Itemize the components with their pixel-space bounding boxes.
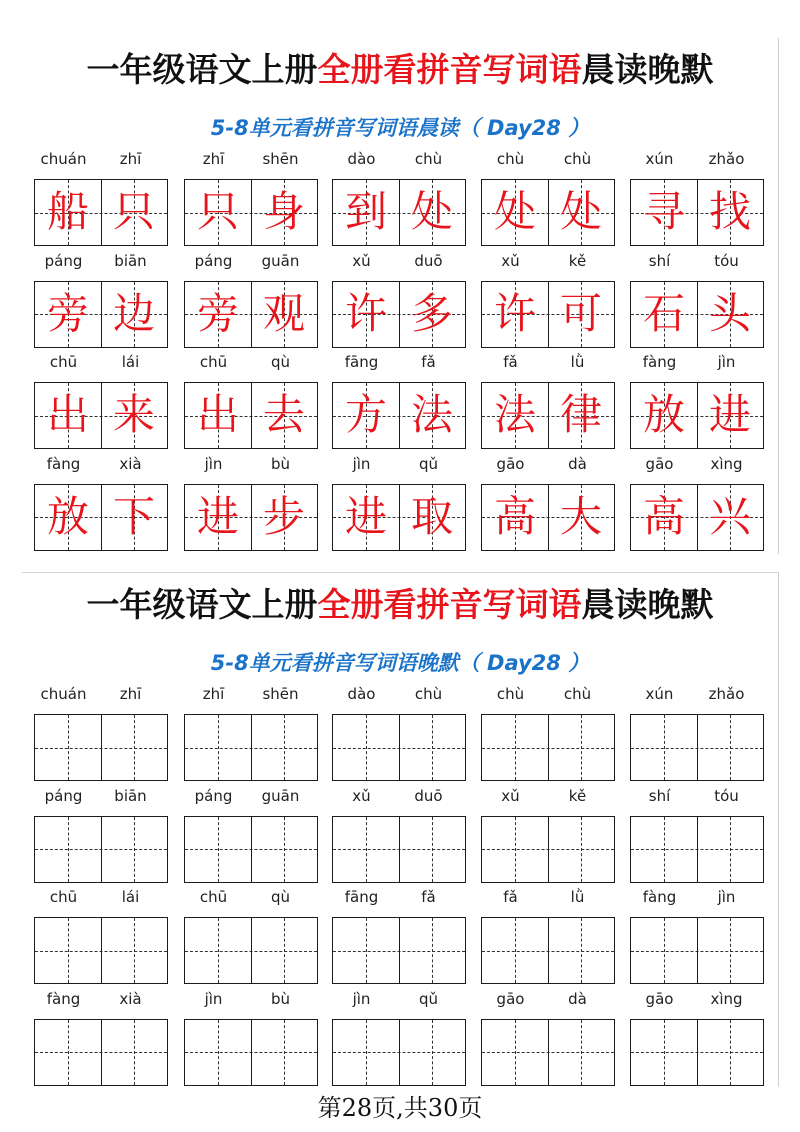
sheet-subtitle: 5-8单元看拼音写词语晨读（ Day28 ） — [210, 116, 590, 140]
pinyin-label: jìn — [717, 888, 736, 907]
tian-zi-ge-answer-box — [332, 382, 466, 449]
word-row — [34, 681, 774, 783]
pinyin-label: gāo — [645, 454, 674, 473]
pinyin-label: fǎ — [421, 888, 436, 907]
hanzi-character — [482, 918, 548, 983]
hanzi-character: 进 — [344, 491, 387, 541]
pinyin-label: shí — [648, 786, 671, 805]
pinyin-label: shí — [648, 251, 671, 270]
pinyin-label: fǎ — [503, 353, 518, 372]
pinyin-label: lái — [121, 888, 140, 907]
pinyin-label: chù — [496, 150, 525, 168]
hanzi-character: 可 — [559, 288, 602, 338]
hanzi-character: 处 — [559, 187, 602, 236]
pinyin-label: dà — [568, 454, 587, 473]
word-row — [34, 884, 774, 986]
word-pair — [184, 146, 318, 246]
tian-zi-ge-writing-box[interactable] — [184, 816, 318, 883]
pinyin-label: qù — [270, 888, 291, 907]
hanzi-character: 找 — [708, 187, 751, 236]
hanzi-character: 律 — [559, 390, 602, 440]
pinyin-label: chuán — [40, 685, 87, 703]
tian-zi-ge-writing-box[interactable] — [630, 714, 764, 781]
pinyin-label: tóu — [714, 786, 739, 805]
pinyin-label: xìng — [710, 989, 743, 1008]
hanzi-character: 进 — [196, 491, 239, 541]
hanzi-character — [35, 817, 101, 882]
word-pair — [630, 681, 764, 781]
word-pair — [34, 986, 168, 1086]
hanzi-character — [251, 817, 317, 882]
tian-zi-ge-answer-box — [630, 179, 764, 246]
pinyin-label: chū — [49, 888, 78, 907]
word-pair — [184, 986, 318, 1086]
hanzi-character: 高 — [642, 491, 685, 541]
hanzi-character: 处 — [493, 187, 536, 236]
hanzi-character — [251, 918, 317, 983]
word-pair — [34, 451, 168, 551]
hanzi-character — [251, 1020, 317, 1085]
pinyin-label: fàng — [642, 353, 677, 372]
tian-zi-ge-answer-box — [184, 281, 318, 348]
pinyin-label: xún — [645, 685, 674, 703]
hanzi-character — [697, 918, 763, 983]
pinyin-label: lái — [121, 353, 140, 372]
word-grid — [34, 146, 774, 552]
pinyin-label: qǔ — [418, 454, 439, 473]
hanzi-character — [35, 918, 101, 983]
word-pair — [332, 783, 466, 883]
pinyin-label: zhǎo — [708, 685, 745, 703]
hanzi-character — [399, 715, 465, 780]
pinyin-label: jìn — [352, 454, 371, 473]
pinyin-label: duō — [414, 251, 443, 270]
tian-zi-ge-writing-box[interactable] — [332, 816, 466, 883]
hanzi-character: 法 — [493, 390, 536, 440]
hanzi-character: 法 — [410, 390, 453, 440]
word-pair — [34, 783, 168, 883]
pinyin-label: guān — [261, 786, 300, 805]
pinyin-label: qù — [270, 353, 291, 372]
evening-dictation-sheet — [22, 572, 779, 1087]
hanzi-character — [101, 1020, 167, 1085]
word-pair — [34, 248, 168, 348]
hanzi-character: 方 — [344, 390, 387, 440]
word-pair — [184, 884, 318, 984]
hanzi-character — [482, 715, 548, 780]
word-pair — [34, 884, 168, 984]
pinyin-label: chù — [563, 685, 592, 703]
hanzi-character: 放 — [46, 491, 89, 541]
pinyin-label: chù — [563, 150, 592, 168]
tian-zi-ge-writing-box[interactable] — [481, 917, 615, 984]
pinyin-label: biān — [114, 786, 147, 805]
pinyin-label: bù — [270, 989, 291, 1008]
hanzi-character — [333, 1020, 399, 1085]
hanzi-character: 多 — [410, 288, 453, 338]
hanzi-character: 到 — [344, 187, 387, 236]
tian-zi-ge-writing-box[interactable] — [184, 714, 318, 781]
hanzi-character: 石 — [642, 288, 685, 338]
pinyin-label: zhī — [202, 150, 225, 168]
word-row — [34, 783, 774, 885]
hanzi-character — [185, 918, 251, 983]
tian-zi-ge-answer-box — [332, 281, 466, 348]
hanzi-character: 放 — [642, 390, 685, 440]
pinyin-label: qǔ — [418, 989, 439, 1008]
pinyin-label: shēn — [262, 150, 299, 168]
tian-zi-ge-answer-box — [630, 382, 764, 449]
tian-zi-ge-answer-box — [332, 484, 466, 551]
pinyin-label: páng — [44, 786, 83, 805]
pinyin-label: zhī — [119, 685, 142, 703]
hanzi-character: 大 — [559, 491, 602, 541]
pinyin-label: zhī — [119, 150, 142, 168]
tian-zi-ge-answer-box — [481, 484, 615, 551]
word-pair — [630, 146, 764, 246]
hanzi-character — [35, 1020, 101, 1085]
tian-zi-ge-answer-box — [34, 484, 168, 551]
tian-zi-ge-answer-box — [34, 281, 168, 348]
hanzi-character — [548, 1020, 614, 1085]
hanzi-character — [333, 715, 399, 780]
tian-zi-ge-writing-box[interactable] — [481, 714, 615, 781]
tian-zi-ge-writing-box[interactable] — [332, 917, 466, 984]
pinyin-label: duō — [414, 786, 443, 805]
pinyin-label: lǜ — [570, 353, 585, 372]
pinyin-label: xǔ — [352, 786, 371, 805]
hanzi-character: 头 — [708, 288, 751, 338]
hanzi-character — [548, 918, 614, 983]
hanzi-character — [399, 817, 465, 882]
title-topic-text: 全册看拼音写词语 — [317, 585, 582, 624]
title-mode-text: 晨读晚默 — [581, 585, 714, 624]
pinyin-label: lǜ — [570, 888, 585, 907]
word-pair — [630, 986, 764, 1086]
word-pair — [481, 681, 615, 781]
tian-zi-ge-answer-box — [481, 281, 615, 348]
pinyin-label: fàng — [46, 989, 81, 1008]
pinyin-label: fàng — [46, 454, 81, 473]
pinyin-label: xún — [645, 150, 674, 168]
hanzi-character — [185, 1020, 251, 1085]
pinyin-label: zhī — [202, 685, 225, 703]
pinyin-label: jìn — [352, 989, 371, 1008]
pinyin-label: xìng — [710, 454, 743, 473]
word-pair — [481, 783, 615, 883]
tian-zi-ge-writing-box[interactable] — [184, 1019, 318, 1086]
word-pair — [34, 681, 168, 781]
hanzi-character: 许 — [493, 288, 536, 338]
hanzi-character — [185, 715, 251, 780]
pinyin-label: jìn — [717, 353, 736, 372]
tian-zi-ge-writing-box[interactable] — [34, 917, 168, 984]
word-pair — [34, 349, 168, 449]
hanzi-character: 只 — [196, 187, 239, 236]
hanzi-character: 寻 — [642, 187, 685, 236]
hanzi-character — [697, 817, 763, 882]
pinyin-label: chù — [414, 685, 443, 703]
pinyin-label: shēn — [262, 685, 299, 703]
word-pair — [184, 248, 318, 348]
pinyin-label: páng — [44, 251, 83, 270]
hanzi-character: 只 — [112, 187, 155, 236]
word-pair — [332, 248, 466, 348]
pinyin-label: chù — [496, 685, 525, 703]
hanzi-character — [631, 817, 697, 882]
pinyin-label: xià — [119, 989, 142, 1008]
word-pair — [34, 146, 168, 246]
pinyin-label: chù — [414, 150, 443, 168]
title-topic-text: 全册看拼音写词语 — [317, 50, 582, 89]
tian-zi-ge-answer-box — [34, 179, 168, 246]
tian-zi-ge-writing-box[interactable] — [184, 917, 318, 984]
hanzi-character: 船 — [46, 187, 89, 236]
word-pair — [481, 884, 615, 984]
hanzi-character — [333, 918, 399, 983]
hanzi-character: 观 — [262, 288, 305, 338]
tian-zi-ge-writing-box[interactable] — [630, 1019, 764, 1086]
page-number: 第28页,共30页 — [317, 1094, 483, 1122]
pinyin-label: biān — [114, 251, 147, 270]
sheet-subtitle: 5-8单元看拼音写词语晚默（ Day28 ） — [210, 651, 590, 675]
hanzi-character: 进 — [708, 390, 751, 440]
tian-zi-ge-answer-box — [34, 382, 168, 449]
word-pair — [332, 884, 466, 984]
pinyin-label: gāo — [645, 989, 674, 1008]
tian-zi-ge-answer-box — [481, 179, 615, 246]
word-pair — [332, 681, 466, 781]
pinyin-label: kě — [568, 786, 587, 805]
pinyin-label: dà — [568, 989, 587, 1008]
hanzi-character — [35, 715, 101, 780]
hanzi-character: 来 — [112, 390, 155, 440]
word-pair — [332, 451, 466, 551]
pinyin-label: dào — [347, 685, 376, 703]
tian-zi-ge-answer-box — [184, 179, 318, 246]
hanzi-character — [399, 1020, 465, 1085]
hanzi-character: 步 — [262, 491, 305, 541]
pinyin-label: fàng — [642, 888, 677, 907]
pinyin-label: zhǎo — [708, 150, 745, 168]
hanzi-character — [101, 817, 167, 882]
hanzi-character — [548, 817, 614, 882]
word-pair — [481, 451, 615, 551]
pinyin-label: tóu — [714, 251, 739, 270]
word-grid — [34, 681, 774, 1087]
hanzi-character — [101, 918, 167, 983]
morning-reading-sheet — [22, 38, 779, 554]
tian-zi-ge-answer-box — [630, 484, 764, 551]
pinyin-label: guān — [261, 251, 300, 270]
pinyin-label: bù — [270, 454, 291, 473]
tian-zi-ge-answer-box — [630, 281, 764, 348]
hanzi-character — [697, 715, 763, 780]
pinyin-label: dào — [347, 150, 376, 168]
pinyin-label: chū — [199, 888, 228, 907]
pinyin-label: gāo — [496, 454, 525, 473]
word-row — [34, 986, 774, 1088]
hanzi-character — [185, 817, 251, 882]
title-grade-text: 一年级语文上册 — [86, 50, 318, 89]
word-pair — [481, 349, 615, 449]
hanzi-character: 处 — [410, 187, 453, 236]
sheet-title — [22, 583, 778, 627]
tian-zi-ge-writing-box[interactable] — [481, 1019, 615, 1086]
word-pair — [481, 146, 615, 246]
tian-zi-ge-answer-box — [184, 484, 318, 551]
tian-zi-ge-writing-box[interactable] — [34, 714, 168, 781]
pinyin-label: fǎ — [421, 353, 436, 372]
word-pair — [630, 783, 764, 883]
word-pair — [184, 451, 318, 551]
pinyin-label: chū — [49, 353, 78, 372]
word-pair — [630, 884, 764, 984]
hanzi-character: 许 — [344, 288, 387, 338]
word-row — [34, 146, 774, 248]
hanzi-character — [482, 1020, 548, 1085]
word-pair — [184, 681, 318, 781]
title-grade-text: 一年级语文上册 — [86, 585, 318, 624]
word-pair — [630, 349, 764, 449]
tian-zi-ge-writing-box[interactable] — [630, 917, 764, 984]
pinyin-label: chuán — [40, 150, 87, 168]
pinyin-label: xià — [119, 454, 142, 473]
tian-zi-ge-writing-box[interactable] — [332, 714, 466, 781]
pinyin-label: jìn — [204, 989, 223, 1008]
hanzi-character: 旁 — [196, 288, 239, 338]
pinyin-label: xǔ — [352, 251, 371, 270]
pinyin-label: fāng — [344, 353, 379, 372]
hanzi-character: 兴 — [708, 491, 751, 541]
word-pair — [332, 146, 466, 246]
pinyin-label: gāo — [496, 989, 525, 1008]
hanzi-character — [333, 817, 399, 882]
pinyin-label: kě — [568, 251, 587, 270]
hanzi-character — [482, 817, 548, 882]
tian-zi-ge-writing-box[interactable] — [630, 816, 764, 883]
word-pair — [481, 986, 615, 1086]
word-pair — [481, 248, 615, 348]
pinyin-label: páng — [194, 251, 233, 270]
hanzi-character: 旁 — [46, 288, 89, 338]
word-pair — [184, 349, 318, 449]
title-mode-text: 晨读晚默 — [581, 50, 714, 89]
word-pair — [184, 783, 318, 883]
tian-zi-ge-answer-box — [481, 382, 615, 449]
hanzi-character — [697, 1020, 763, 1085]
pinyin-label: jìn — [204, 454, 223, 473]
pinyin-label: páng — [194, 786, 233, 805]
word-pair — [630, 248, 764, 348]
hanzi-character: 身 — [262, 187, 305, 236]
tian-zi-ge-answer-box — [184, 382, 318, 449]
word-row — [34, 248, 774, 350]
word-pair — [332, 349, 466, 449]
word-pair — [332, 986, 466, 1086]
pinyin-label: fāng — [344, 888, 379, 907]
hanzi-character: 去 — [262, 390, 305, 440]
hanzi-character: 取 — [410, 491, 453, 541]
hanzi-character: 出 — [46, 390, 89, 440]
tian-zi-ge-answer-box — [332, 179, 466, 246]
hanzi-character — [631, 918, 697, 983]
word-row — [34, 451, 774, 553]
hanzi-character — [631, 1020, 697, 1085]
pinyin-label: xǔ — [501, 251, 520, 270]
hanzi-character: 出 — [196, 390, 239, 440]
pinyin-label: chū — [199, 353, 228, 372]
hanzi-character — [631, 715, 697, 780]
hanzi-character — [251, 715, 317, 780]
sheet-title — [22, 48, 778, 92]
tian-zi-ge-writing-box[interactable] — [332, 1019, 466, 1086]
hanzi-character — [548, 715, 614, 780]
hanzi-character — [399, 918, 465, 983]
word-row — [34, 349, 774, 451]
hanzi-character: 高 — [493, 491, 536, 541]
hanzi-character — [101, 715, 167, 780]
pinyin-label: xǔ — [501, 786, 520, 805]
tian-zi-ge-writing-box[interactable] — [34, 816, 168, 883]
pinyin-label: fǎ — [503, 888, 518, 907]
hanzi-character: 边 — [112, 288, 155, 338]
tian-zi-ge-writing-box[interactable] — [34, 1019, 168, 1086]
hanzi-character: 下 — [112, 491, 155, 541]
tian-zi-ge-writing-box[interactable] — [481, 816, 615, 883]
word-pair — [630, 451, 764, 551]
